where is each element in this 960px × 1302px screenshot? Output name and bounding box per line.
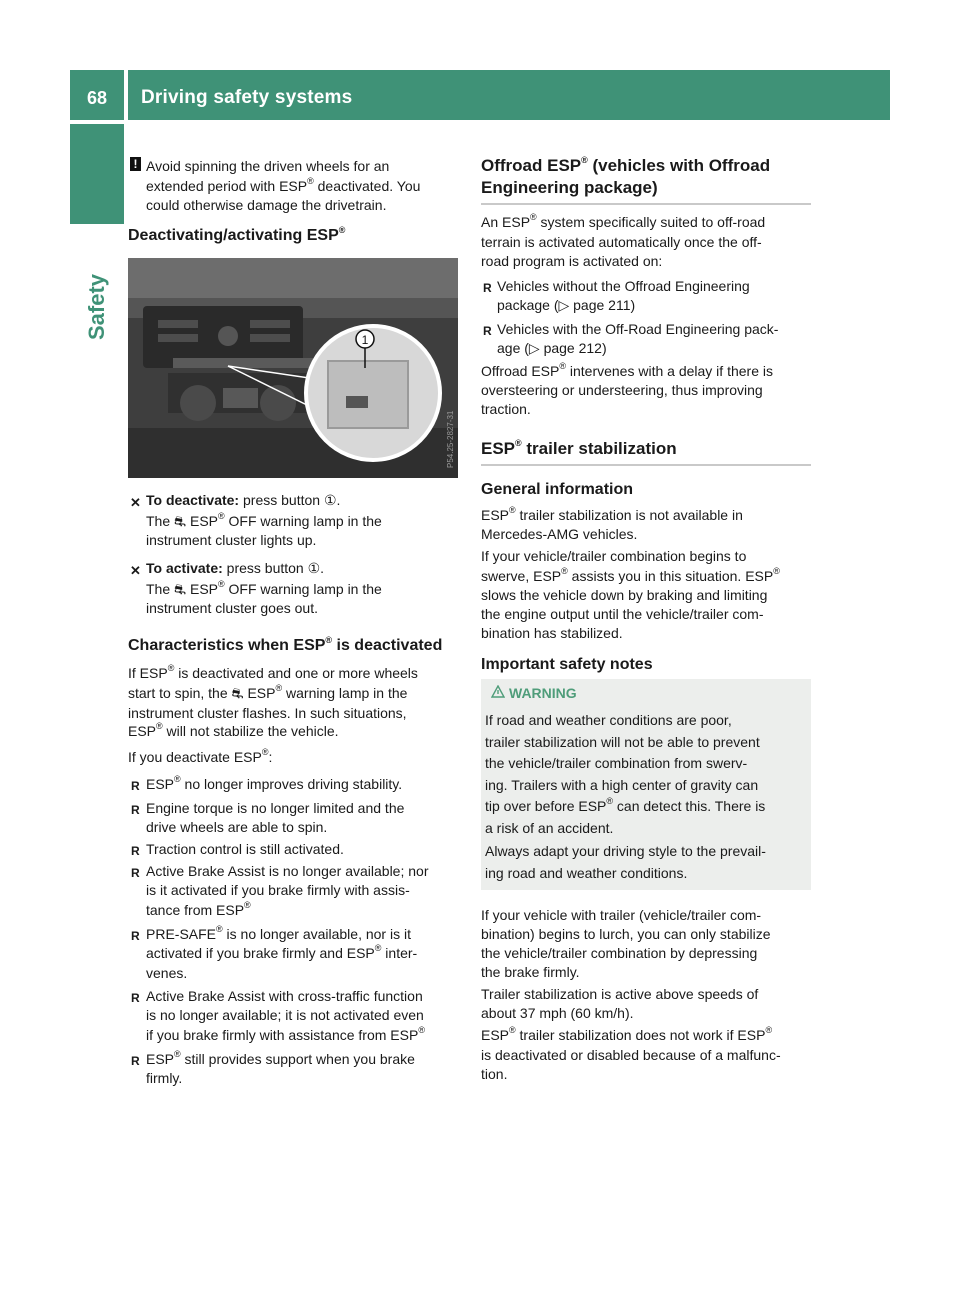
dashboard-photo <box>128 258 458 478</box>
general-line: slows the vehicle down by braking and limiting <box>481 587 768 603</box>
notice-line: could otherwise damage the drivetrain. <box>146 197 387 213</box>
heading-trailer: ESP® trailer stabilization <box>481 438 677 458</box>
bullet-icon: R <box>483 324 492 338</box>
warning-line: trailer stabilization will not be able to prevent <box>485 734 760 750</box>
notice-line: extended period with ESP® deactivated. You <box>146 176 421 194</box>
divider <box>481 464 811 466</box>
svg-text:P54.25-2827-31: P54.25-2827-31 <box>446 410 455 468</box>
bullet-icon: R <box>131 779 140 793</box>
sidebar-tab <box>70 124 124 224</box>
instruction-arrow-icon: ✕ <box>130 563 141 578</box>
bullet-line: ESP® no longer improves driving stability. <box>146 774 403 792</box>
activate-line: The ⛐ ESP® OFF warning lamp in the <box>146 579 382 597</box>
bullet-line: activated if you brake firmly and ESP® inter- <box>146 943 418 961</box>
offroad-line: road program is activated on: <box>481 253 663 269</box>
bullet-icon: R <box>131 929 140 943</box>
bullet-line: Engine torque is no longer limited and the <box>146 800 405 816</box>
offroad-after: traction. <box>481 401 531 417</box>
final-line: the vehicle/trailer combination by depressing <box>481 945 758 961</box>
notice-line: Avoid spinning the driven wheels for an <box>146 158 390 174</box>
warning-line: the vehicle/trailer combination from swerv- <box>485 755 748 771</box>
instruction-arrow-icon: ✕ <box>130 495 141 510</box>
deactivate-line: The ⛐ ESP® OFF warning lamp in the <box>146 511 382 529</box>
bullet-line: Active Brake Assist is no longer available; nor <box>146 863 429 879</box>
activate-step: To activate: press button ①. <box>146 560 325 576</box>
deactivate-line: instrument cluster lights up. <box>146 532 317 548</box>
offroad-line: An ESP® system specifically suited to off-road <box>481 212 766 230</box>
char-line: ESP® will not stabilize the vehicle. <box>128 721 339 739</box>
general-line: ESP® trailer stabilization is not available in <box>481 505 743 523</box>
final-line: ESP® trailer stabilization does not work if ESP® <box>481 1025 773 1043</box>
final-line: the brake firmly. <box>481 964 580 980</box>
warning-line: If road and weather conditions are poor, <box>485 712 732 728</box>
bullet-line: drive wheels are able to spin. <box>146 819 328 835</box>
warning-line: tip over before ESP® can detect this. There is <box>485 796 766 814</box>
bullet-icon: R <box>483 281 492 295</box>
svg-text:1: 1 <box>361 333 369 347</box>
general-line: the engine output until the vehicle/trailer com- <box>481 606 764 622</box>
warning-box <box>481 679 811 890</box>
activate-line: instrument cluster goes out. <box>146 600 318 616</box>
warning-triangle-icon <box>491 685 505 698</box>
final-line: bination) begins to lurch, you can only stabilize <box>481 926 771 942</box>
bullet-icon: R <box>131 844 140 858</box>
page-number-box <box>70 70 124 120</box>
warning-line: a risk of an accident. <box>485 820 614 836</box>
heading-characteristics: Characteristics when ESP® is deactivated <box>128 634 443 654</box>
bullet-line: Vehicles without the Offroad Engineering <box>497 278 750 294</box>
bullet-line: venes. <box>146 965 188 981</box>
bullet-line: if you brake firmly with assistance from ESP® <box>146 1025 425 1043</box>
general-line: swerve, ESP® assists you in this situation. ESP® <box>481 566 780 584</box>
char-line: If ESP® is deactivated and one or more wheels <box>128 663 418 681</box>
bullet-line: age (▷ page 212) <box>497 340 607 356</box>
chapter-header <box>128 70 890 120</box>
page-number: 68 <box>87 88 108 108</box>
bullet-line: ESP® still provides support when you brake <box>146 1049 415 1067</box>
bullet-icon: R <box>131 991 140 1005</box>
final-line: Trailer stabilization is active above speeds of <box>481 986 759 1002</box>
bullet-line: Vehicles with the Off-Road Engineering pack- <box>497 321 779 337</box>
bullet-line: tance from ESP® <box>146 900 251 918</box>
general-line: bination has stabilized. <box>481 625 623 641</box>
chapter-title: Driving safety systems <box>141 87 353 108</box>
heading-safety: Important safety notes <box>481 656 653 673</box>
bullet-icon: R <box>131 803 140 817</box>
deactivate-step: To deactivate: press button ①. <box>146 492 341 508</box>
warning-title: WARNING <box>509 685 577 701</box>
notice-icon: ! <box>130 157 141 171</box>
heading-offroad: Offroad ESP® (vehicles with Offroad <box>481 155 771 175</box>
warning-line: Always adapt your driving style to the prevail- <box>485 843 766 859</box>
bullet-line: is it activated if you brake firmly with assis- <box>146 882 410 898</box>
bullet-icon: R <box>131 866 140 880</box>
bullet-line: is no longer available; it is not activated even <box>146 1007 424 1023</box>
bullet-line: Active Brake Assist with cross-traffic function <box>146 988 423 1004</box>
general-line: Mercedes-AMG vehicles. <box>481 526 638 542</box>
offroad-after: oversteering or understeering, thus improving <box>481 382 763 398</box>
bullet-icon: R <box>131 1054 140 1068</box>
heading-deactivating: Deactivating/activating ESP® <box>128 224 346 244</box>
bullet-line: Traction control is still activated. <box>146 841 344 857</box>
general-line: If your vehicle/trailer combination begins to <box>481 548 747 564</box>
bullet-line: PRE-SAFE® is no longer available, nor is it <box>146 924 411 942</box>
bullet-line: package (▷ page 211) <box>497 297 636 313</box>
final-line: about 37 mph (60 km/h). <box>481 1005 634 1021</box>
section-label: Safety <box>84 273 109 340</box>
bullet-line: firmly. <box>146 1070 183 1086</box>
warning-line: ing road and weather conditions. <box>485 865 688 881</box>
char-line: start to spin, the ⛐ ESP® warning lamp in the <box>128 683 408 701</box>
offroad-line: terrain is activated automatically once the off- <box>481 234 762 250</box>
heading-general: General information <box>481 481 634 498</box>
final-line: tion. <box>481 1066 508 1082</box>
final-line: If your vehicle with trailer (vehicle/trailer com- <box>481 907 762 923</box>
heading-offroad: Engineering package) <box>481 178 658 197</box>
offroad-after: Offroad ESP® intervenes with a delay if there is <box>481 361 773 379</box>
final-line: is deactivated or disabled because of a malfunc- <box>481 1047 781 1063</box>
char-line: instrument cluster flashes. In such situations, <box>128 705 407 721</box>
warning-line: ing. Trailers with a high center of gravity can <box>485 777 759 793</box>
if-deactivate: If you deactivate ESP®: <box>128 747 273 765</box>
divider <box>481 203 811 205</box>
